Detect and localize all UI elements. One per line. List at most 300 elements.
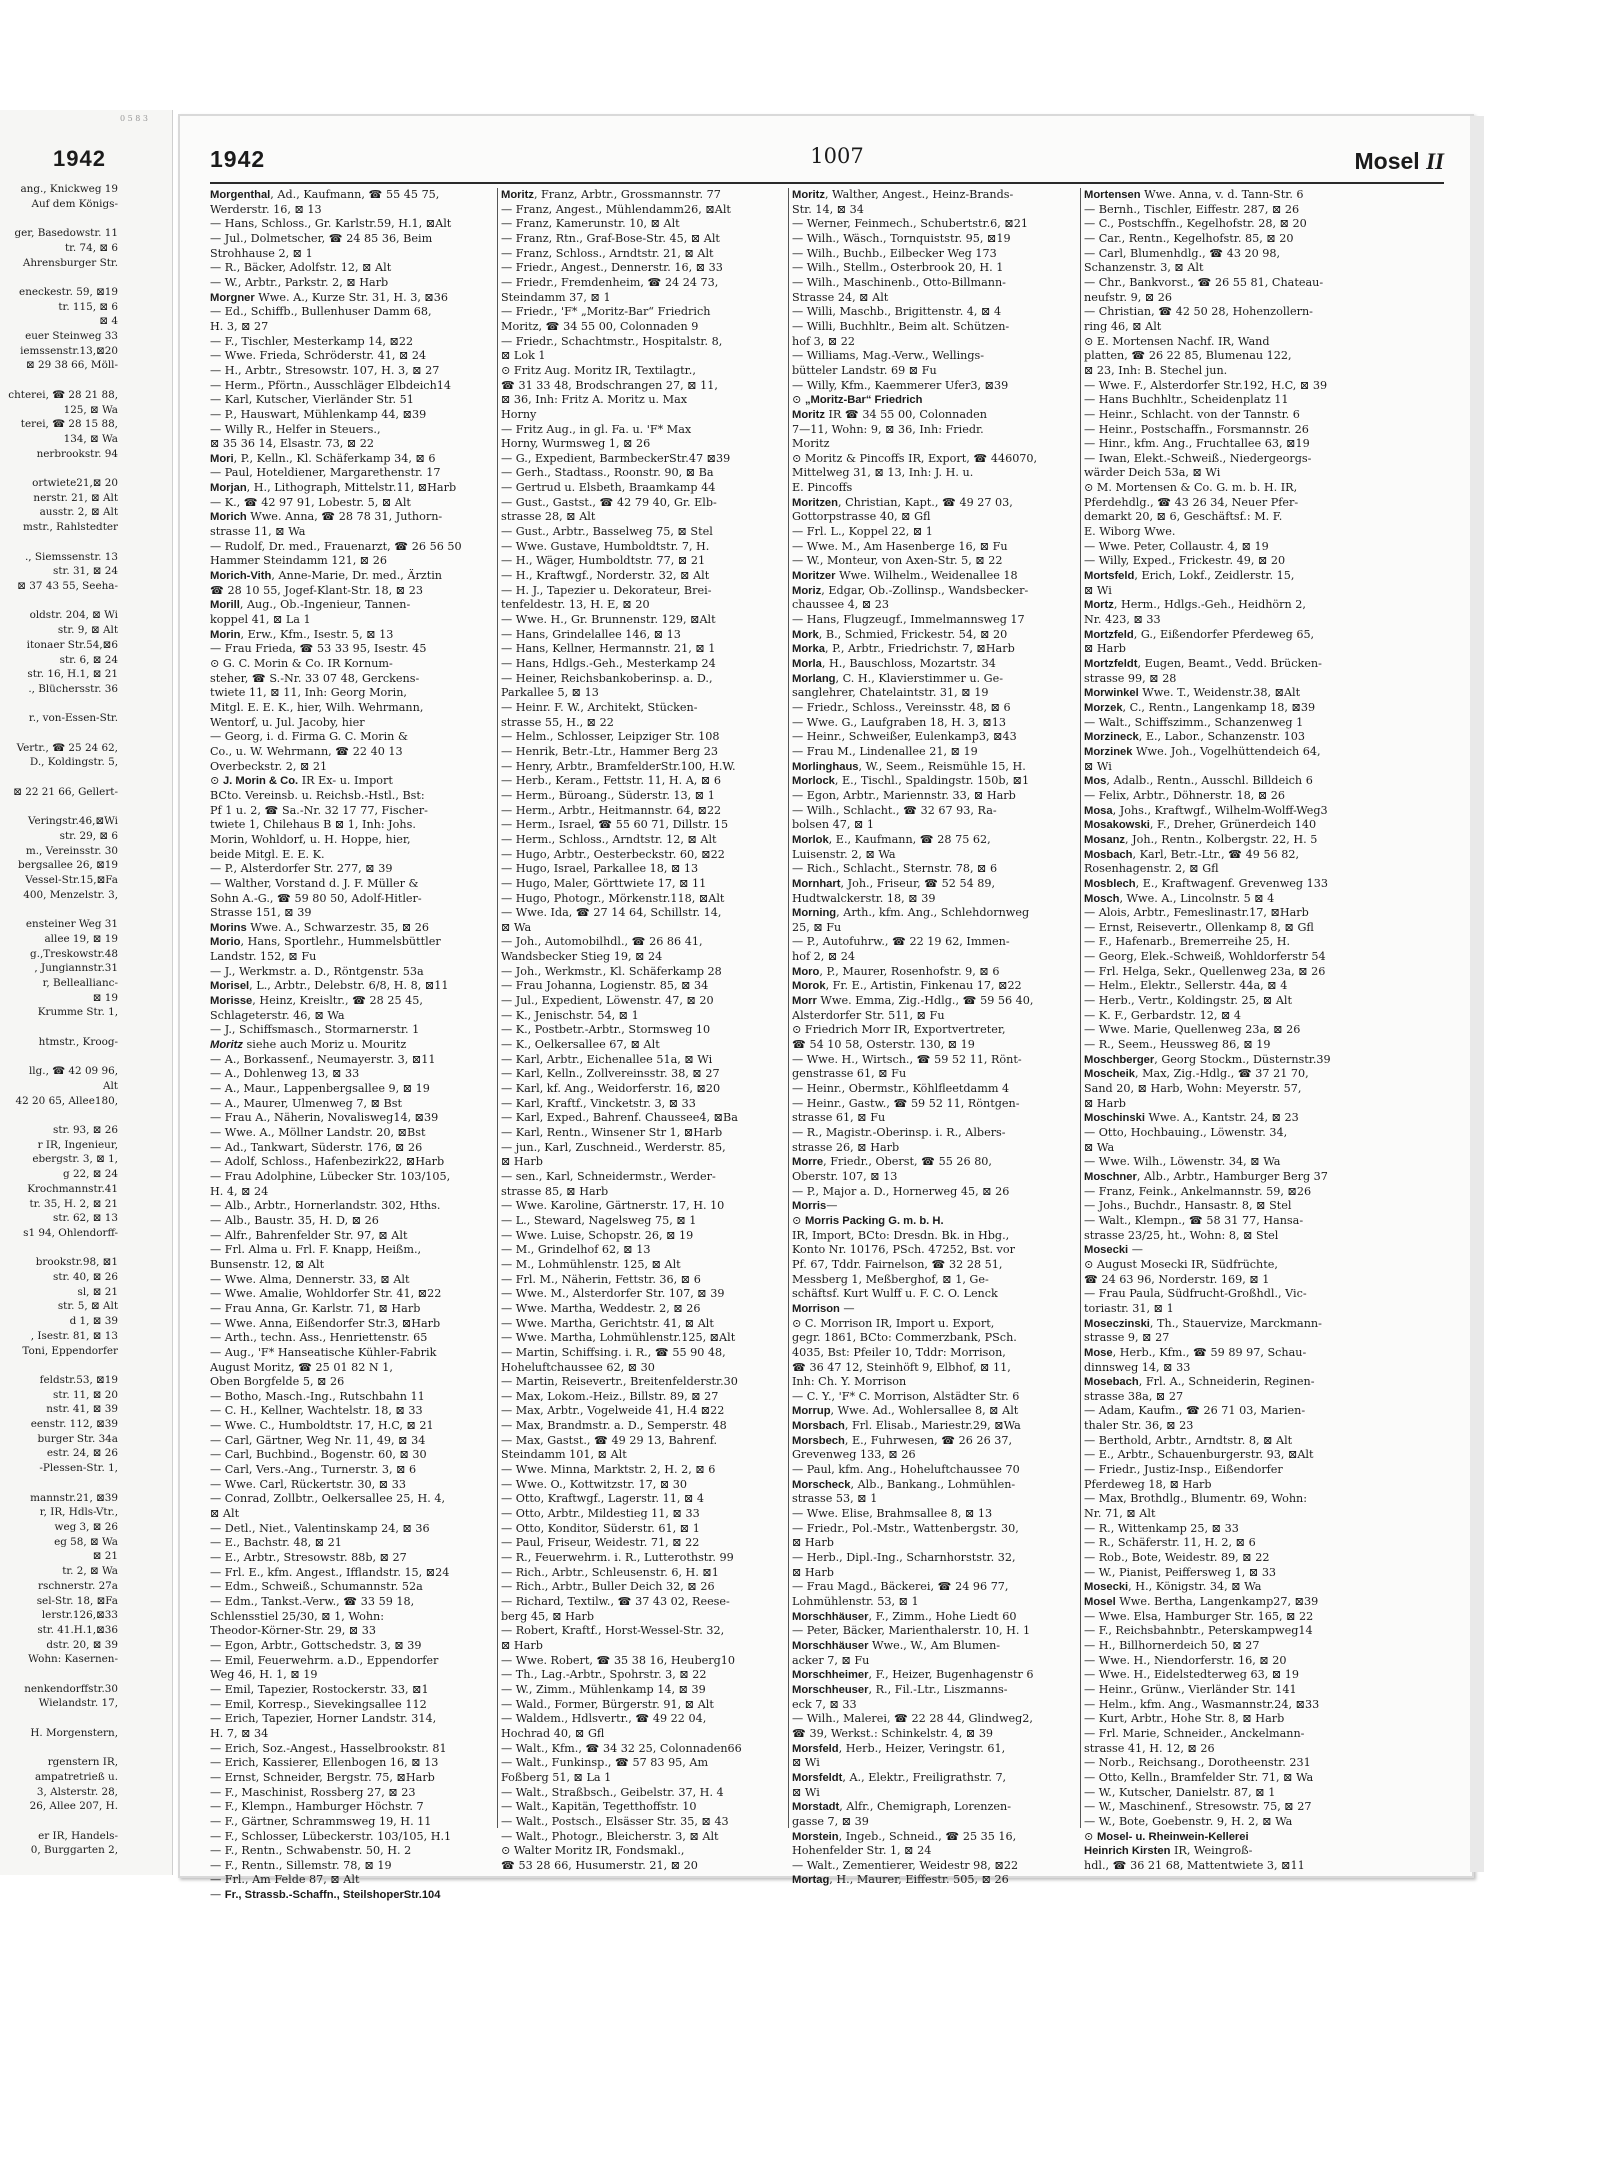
directory-entry-line: Morin, Wohldorf, u. H. Hoppe, hier, <box>210 832 411 846</box>
directory-entry-line: Morgenthal, Ad., Kaufmann, ☎ 55 45 75, <box>210 188 440 201</box>
directory-entry-line: IR, Import, BCto: Dresdn. Bk. in Hbg., <box>792 1228 1010 1242</box>
directory-entry-line: — Wwe. H., Wirtsch., ☎ 59 52 11, Rönt- <box>792 1052 1022 1066</box>
left-page-line <box>0 902 118 917</box>
directory-entry-line: Morka, P., Arbtr., Friedrichstr. 7, ⊠Harb <box>792 642 1015 656</box>
directory-entry-line: Morok, Fr. E., Artistin, Finkenau 17, ⊠22 <box>792 979 1022 993</box>
left-page-line <box>0 1711 118 1726</box>
directory-entry-line: — R., Schäferstr. 11, H. 2, ⊠ 6 <box>1084 1536 1256 1550</box>
directory-entry-line: hof 3, ⊠ 22 <box>792 334 856 348</box>
directory-entry-line: — Wwe. Anna, Eißendorfer Str.3, ⊠Harb <box>210 1316 441 1330</box>
directory-entry-line: twiete 11, ⊠ 11, Inh: Georg Morin, <box>210 686 407 700</box>
directory-entry-line: sanglehrer, Chatelaintstr. 31, ⊠ 19 <box>792 686 989 700</box>
directory-entry-line: — Friedr., Schachtmstr., Hospitalstr. 8, <box>501 334 723 348</box>
directory-entry-line: — Frl., Am Felde 87, ⊠ Alt <box>210 1873 360 1887</box>
directory-entry-line: — Carl, Vers.-Ang., Turnerstr. 3, ⊠ 6 <box>210 1463 417 1477</box>
directory-entry-line: berg 45, ⊠ Harb <box>501 1609 595 1623</box>
directory-entry-line: Steindamm 37, ⊠ 1 <box>501 290 611 304</box>
left-page-line: str. 29, ⊠ 6 <box>59 829 118 842</box>
left-page-line: str. 9, ⊠ Alt <box>57 624 118 637</box>
left-page-line <box>0 270 118 285</box>
directory-entry-line: — Egon, Arbtr., Mariennstr. 33, ⊠ Harb <box>792 788 1016 802</box>
directory-entry-line: Hammer Steindamm 121, ⊠ 26 <box>210 554 387 568</box>
directory-entry-line: — Wwe. A., Möllner Landstr. 20, ⊠Bst <box>210 1126 426 1139</box>
left-page-line: nerstr. 21, ⊠ Alt <box>33 491 118 504</box>
directory-entry-line: — Otto, Hochbauing., Löwenstr. 34, <box>1084 1126 1288 1139</box>
directory-entry-line: — Wwe. M., Alsterdorfer Str. 107, ⊠ 39 <box>501 1287 725 1301</box>
directory-entry-line: Morlok, E., Kaufmann, ☎ 28 75 62, <box>792 832 991 846</box>
directory-entry-line: strasse 23/25, ht., Wohn: 8, ⊠ Stel <box>1084 1228 1279 1242</box>
header-rule <box>210 182 1444 184</box>
directory-entry-line: Horny <box>501 407 537 421</box>
directory-entry-line: — Frau Johanna, Logienstr. 85, ⊠ 34 <box>501 979 709 993</box>
directory-entry-line: Wandsbecker Stieg 19, ⊠ 24 <box>501 950 663 964</box>
directory-entry-line: Nr. 71, ⊠ Alt <box>1084 1507 1156 1521</box>
directory-entry-line: Morschhäuser, F., Zimm., Hohe Liedt 60 <box>792 1609 1017 1623</box>
directory-entry-line: — Paul, Hoteldiener, Margarethenstr. 17 <box>210 466 441 480</box>
left-page-line: Veringstr.46,⊠Wi <box>27 815 118 828</box>
directory-entry-line: Sand 20, ⊠ Harb, Wohn: Meyerstr. 57, <box>1084 1082 1302 1096</box>
directory-entry-line: — Bernh., Tischler, Eiffestr. 287, ⊠ 26 <box>1084 202 1300 216</box>
directory-entry-line: Sohn A.-G., ☎ 59 80 50, Adolf-Hitler- <box>210 891 422 905</box>
left-page-line: feldstr.53, ⊠19 <box>39 1373 118 1386</box>
directory-entry-line: Messberg 1, Meßberghof, ⊠ 1, Ge- <box>792 1272 989 1286</box>
left-page-line: ⊠ 22 21 66, Gellert- <box>13 785 118 798</box>
directory-entry-line: Morsbach, Frl. Elisab., Mariestr.29, ⊠Wa <box>792 1419 1021 1433</box>
directory-entry-line: Mosebach, Frl. A., Schneiderin, Reginen- <box>1084 1375 1315 1389</box>
directory-entry-line: eck 7, ⊠ 33 <box>792 1697 857 1711</box>
directory-entry-line: Inh: Ch. Y. Morrison <box>792 1375 907 1389</box>
directory-entry-line: ⊙ Moritz & Pincoffs IR, Export, ☎ 446070, <box>792 451 1038 465</box>
page-title <box>1355 148 1444 175</box>
directory-entry-line: Moritz IR ☎ 34 55 00, Colonnaden <box>792 407 987 421</box>
directory-entry-line: Bunsenstr. 12, ⊠ Alt <box>210 1257 325 1271</box>
directory-entry-line: Morrison — <box>792 1301 855 1315</box>
directory-entry-line: — Wwe. H., Gr. Brunnenstr. 129, ⊠Alt <box>501 613 716 627</box>
directory-entry-line: Morzinek Wwe. Joh., Vogelhüttendeich 64, <box>1084 744 1321 758</box>
left-page-line: euer Steinweg 33 <box>25 330 118 343</box>
directory-entry-line: Mitgl. E. E. K., hier, Wilh. Wehrmann, <box>210 700 424 714</box>
left-page-line <box>0 461 118 476</box>
directory-entry-line: Moritz, Walther, Angest., Heinz-Brands- <box>792 188 1014 201</box>
directory-entry-line: — W., Zimm., Mühlenkamp 14, ⊠ 39 <box>501 1682 706 1696</box>
directory-entry-line: Steindamm 101, ⊠ Alt <box>501 1448 627 1462</box>
directory-entry-line: — Arth., techn. Ass., Henriettenstr. 65 <box>210 1331 428 1345</box>
left-page-line <box>0 1814 118 1829</box>
directory-entry-line: — Ernst, Schneider, Bergstr. 75, ⊠Harb <box>210 1770 435 1784</box>
left-page-line: brookstr.98, ⊠1 <box>35 1256 118 1269</box>
directory-entry-line: ⊙ Morris Packing G. m. b. H. <box>792 1213 944 1227</box>
directory-entry-line: — Heinr., Schweißer, Eulenkamp3, ⊠43 <box>792 730 1017 744</box>
left-page-line <box>0 373 118 388</box>
directory-entry-line: — Walt., Klempn., ☎ 58 31 77, Hansa- <box>1084 1213 1304 1227</box>
directory-entry-line: — Jul., Dolmetscher, ☎ 24 85 36, Beim <box>210 231 433 245</box>
left-page-line: ., Blüchersstr. 36 <box>28 682 118 695</box>
directory-entry-line: — Otto, Konditor, Süderstr. 61, ⊠ 1 <box>501 1521 700 1535</box>
directory-entry-line: — Wwe. Carl, Rückertstr. 30, ⊠ 33 <box>210 1477 406 1491</box>
directory-entry-line: Hoheluftchaussee 62, ⊠ 30 <box>501 1360 655 1374</box>
directory-entry-line: — Wilh., Maschinenb., Otto-Billmann- <box>792 275 1006 289</box>
directory-entry-line: — Otto, Kelln., Bramfelder Str. 71, ⊠ Wa <box>1084 1770 1314 1784</box>
directory-entry-line: — F., Schlosser, Lübeckerstr. 103/105, H.1 <box>210 1829 452 1843</box>
left-page-line: r, Belleallianc- <box>42 976 118 989</box>
directory-entry-line: ⊠ Wi <box>792 1785 820 1799</box>
directory-entry-line: Morschheimer, F., Heizer, Bugenhagenstr 6 <box>792 1668 1034 1682</box>
left-page-line: Wohn: Kasernen- <box>28 1653 118 1666</box>
directory-entry-line: platten, ☎ 26 22 85, Blumenau 122, <box>1084 349 1292 363</box>
left-page-line: allee 19, ⊠ 19 <box>44 932 118 945</box>
directory-entry-line: — Wwe. Luise, Schopstr. 26, ⊠ 19 <box>501 1228 694 1242</box>
directory-entry-line: Morjan, H., Lithograph, Mittelstr.11, ⊠Harb <box>210 481 457 495</box>
left-page-line <box>0 211 118 226</box>
directory-entry-line: — jun., Karl, Zuschneid., Werderstr. 85, <box>501 1140 726 1154</box>
directory-entry-line: — Erich, Kassierer, Ellenbogen 16, ⊠ 13 <box>210 1756 439 1770</box>
directory-entry-line: Mosbach, Karl, Betr.-Ltr., ☎ 49 56 82, <box>1084 847 1300 861</box>
directory-entry-line: — F., Rentn., Schwabenstr. 50, H. 2 <box>210 1844 412 1858</box>
directory-entry-line: — Walt., Kfm., ☎ 34 32 25, Colonnaden66 <box>501 1741 742 1755</box>
directory-entry-line: — Frl. M., Näherin, Fettstr. 36, ⊠ 6 <box>501 1272 701 1286</box>
directory-entry-line: — F., Maschinist, Rossberg 27, ⊠ 23 <box>210 1785 416 1799</box>
directory-entry-line: — Wwe. Robert, ☎ 35 38 16, Heuberg10 <box>501 1653 735 1667</box>
left-page-header: 1942 <box>53 146 106 171</box>
directory-entry-line: Mosel Wwe. Bertha, Langenkamp27, ⊠39 <box>1084 1595 1319 1608</box>
directory-entry-line: — C. H., Kellner, Wachtelstr. 18, ⊠ 33 <box>210 1404 423 1418</box>
left-page-line: ⊠ 29 38 66, Möll- <box>26 359 118 372</box>
directory-entry-line: Horny, Wurmsweg 1, ⊠ 26 <box>501 437 651 451</box>
directory-entry-line: Morlinghaus, W., Seem., Reismühle 15, H. <box>792 759 1026 773</box>
directory-entry-line: Lohmühlenstr. 53, ⊠ 1 <box>792 1595 919 1608</box>
left-page-line: 0, Burggarten 2, <box>30 1844 118 1857</box>
directory-entry-line: ⊠ 36, Inh: Fritz A. Moritz u. Max <box>501 393 688 407</box>
left-page-line: Krochmannstr.41 <box>27 1182 118 1195</box>
directory-entry-line: — J., Werkmstr. a. D., Röntgenstr. 53a <box>210 964 424 978</box>
directory-entry-line: Morning, Arth., kfm. Ang., Schlehdornweg <box>792 906 1030 920</box>
directory-entry-line: ☎ 54 10 58, Osterstr. 130, ⊠ 19 <box>792 1038 975 1052</box>
directory-entry-line: — W., Monteur, von Axen-Str. 5, ⊠ 22 <box>792 554 1003 568</box>
left-page-line: str. 31, ⊠ 24 <box>53 565 118 578</box>
directory-entry-line: — K. F., Gerbardstr. 12, ⊠ 4 <box>1084 1008 1242 1022</box>
directory-entry-line: — Peter, Bäcker, Marienthalerstr. 10, H. 1 <box>792 1624 1031 1638</box>
directory-entry-line: ⊠ 35 36 14, Elsastr. 73, ⊠ 22 <box>210 437 374 451</box>
directory-entry-line: — Herm., Schloss., Arndtstr. 12, ⊠ Alt <box>501 832 717 846</box>
directory-entry-line: — F., Klempn., Hamburger Höchstr. 7 <box>210 1800 424 1814</box>
directory-entry-line: — W., Pianist, Peiffersweg 1, ⊠ 33 <box>1084 1565 1277 1579</box>
left-page-line: tr. 2, ⊠ Wa <box>62 1565 118 1578</box>
directory-entry-line: ⊙ „Moritz-Bar“ Friedrich <box>792 393 923 407</box>
directory-entry-line: — Karl, Kutscher, Vierländer Str. 51 <box>210 393 414 407</box>
directory-entry-line: Moritzen, Christian, Kapt., ☎ 49 27 03, <box>792 495 1013 509</box>
directory-entry-line: — H., Wäger, Humboldtstr. 77, ⊠ 21 <box>501 554 706 568</box>
directory-entry-line: ⊠ Lok 1 <box>501 349 546 363</box>
directory-entry-line: Co., u. W. Wehrmann, ☎ 22 40 13 <box>210 744 403 758</box>
directory-entry-line: — C., Postschffn., Kegelhofstr. 28, ⊠ 20 <box>1084 217 1307 231</box>
directory-entry-line: — Alfr., Bahrenfelder Str. 97, ⊠ Alt <box>210 1228 408 1242</box>
directory-entry-line: — Emil, Korresp., Sievekingsallee 112 <box>210 1697 427 1711</box>
directory-entry-line: — Chr., Bankvorst., ☎ 26 55 81, Chateau- <box>1084 275 1324 289</box>
directory-entry-line: ⊙ G. C. Morin & Co. IR Kornum- <box>210 657 393 670</box>
title-name: Mosel <box>1354 148 1420 174</box>
directory-entry-line: — Frl. Helga, Sekr., Quellenweg 23a, ⊠ 26 <box>1084 964 1326 978</box>
directory-entry-line: bolsen 47, ⊠ 1 <box>792 818 874 832</box>
directory-entry-line: — Wilh., Wäsch., Tornquiststr. 95, ⊠19 <box>792 231 1011 245</box>
directory-entry-line: — Fr., Strassb.-Schaffn., SteilshoperStr.104 <box>210 1888 441 1902</box>
directory-entry-line: — K., Jenischstr. 54, ⊠ 1 <box>501 1008 639 1022</box>
directory-entry-line: — Friedr., Fremdenheim, ☎ 24 24 73, <box>501 275 719 289</box>
directory-entry-line: — Wilh., Schlacht., ☎ 32 67 93, Ra- <box>792 803 997 817</box>
directory-entry-line: ⊠ Wa <box>501 920 532 934</box>
directory-entry-line: — Friedr., 'F* „Moritz-Bar“ Friedrich <box>501 305 711 319</box>
directory-entry-line: — Kurt, Arbtr., Hohe Str. 8, ⊠ Harb <box>1084 1712 1285 1726</box>
directory-entry-line: Morstein, Ingeb., Schneid., ☎ 25 35 16, <box>792 1829 1017 1843</box>
directory-entry-line: Mos, Adalb., Rentn., Ausschl. Billdeich 6 <box>1084 774 1313 788</box>
directory-entry-line: Theodor-Körner-Str. 29, ⊠ 33 <box>210 1624 377 1638</box>
directory-entry-line: Mosa, Johs., Kraftwgf., Wilhelm-Wolff-Weg3 <box>1084 803 1328 817</box>
directory-entry-line: — Adolf, Schloss., Hafenbezirk22, ⊠Harb <box>210 1155 445 1169</box>
left-page-line: str. 41.H.1,⊠36 <box>37 1623 118 1636</box>
directory-entry-line: Moro, P., Maurer, Rosenhofstr. 9, ⊠ 6 <box>792 964 1000 978</box>
directory-entry-line: — Alb., Arbtr., Hornerlandstr. 302, Hths. <box>210 1199 441 1213</box>
left-page-line: str. 5, ⊠ Alt <box>57 1300 118 1313</box>
directory-entry-line: Morsfeldt, A., Elektr., Freiligrathstr. 7, <box>792 1770 1007 1784</box>
left-page-line: tr. 115, ⊠ 6 <box>58 300 118 313</box>
directory-entry-line: — Fritz Aug., in gl. Fa. u. 'F* Max <box>501 422 692 436</box>
directory-entry-line: — Waldem., Hdlsvertr., ☎ 49 22 04, <box>501 1712 707 1726</box>
left-page-line: er IR, Handels- <box>38 1829 118 1842</box>
directory-entry-line: — Paul, kfm. Ang., Hoheluftchaussee 70 <box>792 1463 1020 1477</box>
directory-entry-line: — Wwe. H., Niendorferstr. 16, ⊠ 20 <box>1084 1653 1287 1667</box>
left-page-line: eneckestr. 59, ⊠19 <box>19 285 118 298</box>
left-page-line: , Jungiannstr.31 <box>34 962 118 975</box>
directory-entry-line: koppel 41, ⊠ La 1 <box>210 613 311 627</box>
directory-entry-line: Mosecki, H., Königstr. 34, ⊠ Wa <box>1084 1580 1262 1594</box>
directory-entry-line: Morzineck, E., Labor., Schanzenstr. 103 <box>1084 730 1305 744</box>
directory-column-2 <box>501 188 785 1873</box>
directory-entry-line: — Willi, Maschb., Brigittenstr. 4, ⊠ 4 <box>792 305 1002 319</box>
left-page-line: 42 20 65, Allee180, <box>15 1094 118 1107</box>
directory-entry-line: — Willy, Exped., Frickestr. 49, ⊠ 20 <box>1084 554 1286 568</box>
directory-entry-line: — Heinr. F. W., Architekt, Stücken- <box>501 700 698 714</box>
left-page-line: g.,Treskowstr.48 <box>30 947 118 960</box>
directory-entry-line: Moritz <box>792 437 830 451</box>
directory-entry-line: — Max, Lokom.-Heiz., Billstr. 89, ⊠ 27 <box>501 1389 719 1403</box>
directory-entry-line: ⊙ J. Morin & Co. IR Ex- u. Import <box>210 774 393 788</box>
directory-entry-line: — Wwe. Ida, ☎ 27 14 64, Schillstr. 14, <box>501 906 722 920</box>
directory-entry-line: — Hugo, Maler, Görttwiete 17, ⊠ 11 <box>501 876 707 890</box>
page-header <box>210 146 1464 182</box>
left-page-line: estr. 24, ⊠ 26 <box>46 1447 118 1460</box>
left-page-line: str. 93, ⊠ 26 <box>53 1124 118 1136</box>
directory-entry-line: — Ed., Schiffb., Bullenhuser Damm 68, <box>210 305 432 319</box>
directory-entry-line: — W., Arbtr., Parkstr. 2, ⊠ Harb <box>210 275 389 289</box>
directory-entry-line: Pferdeweg 18, ⊠ Harb <box>1084 1477 1212 1491</box>
left-page-line <box>0 1049 118 1064</box>
directory-entry-line: — Carl, Buchbind., Bogenstr. 60, ⊠ 30 <box>210 1448 427 1462</box>
directory-entry-line: — Werner, Feinmech., Schubertstr.6, ⊠21 <box>792 217 1028 231</box>
directory-entry-line: — Frau Paula, Südfrucht-Großhdl., Vic- <box>1084 1287 1307 1301</box>
directory-entry-line: schäftsf. Kurt Wulff u. F. C. O. Lenck <box>792 1287 998 1301</box>
directory-entry-line: — Wwe. Martha, Gerichtstr. 41, ⊠ Alt <box>501 1316 714 1330</box>
directory-entry-line: Moritzer Wwe. Wilhelm., Weidenallee 18 <box>792 569 1018 583</box>
left-page-line: str. 11, ⊠ 20 <box>53 1388 118 1401</box>
directory-entry-line: Morscheck, Alb., Bankang., Lohmühlen- <box>792 1477 1016 1491</box>
directory-entry-line: strasse 28, ⊠ Alt <box>501 510 596 524</box>
directory-entry-line: — Willy R., Helfer in Steuers., <box>210 422 381 436</box>
directory-entry-line: 4035, Bst: Pfeiler 10, Tddr: Morrison, <box>792 1345 1006 1359</box>
directory-entry-line: Overbeckstr. 2, ⊠ 21 <box>210 759 328 773</box>
left-page-line: weg 3, ⊠ 26 <box>54 1520 118 1533</box>
left-page-line: ⊠ 19 <box>92 991 118 1004</box>
left-page-line: ger, Basedowstr. 11 <box>14 227 118 240</box>
left-page-line: bergsallee 26, ⊠19 <box>18 859 118 872</box>
directory-entry-line: — R., Wittenkamp 25, ⊠ 33 <box>1084 1521 1239 1535</box>
directory-entry-line: Morlock, E., Tischl., Spaldingstr. 150b, ⊠1 <box>792 774 1030 788</box>
directory-entry-line: — Botho, Masch.-Ing., Rutschbahn 11 <box>210 1389 425 1403</box>
left-page-line: Auf dem Königs- <box>31 197 118 210</box>
directory-entry-line: Mosecki — <box>1084 1243 1143 1257</box>
directory-entry-line: — Hinr., kfm. Ang., Fruchtallee 63, ⊠19 <box>1084 437 1310 451</box>
directory-entry-line: — Wwe. Elise, Brahmsallee 8, ⊠ 13 <box>792 1507 993 1521</box>
directory-entry-line: ⊙ August Mosecki IR, Südfrüchte, <box>1084 1257 1278 1271</box>
directory-entry-line: Strasse 151, ⊠ 39 <box>210 906 312 920</box>
directory-entry-line: ☎ 24 63 96, Norderstr. 169, ⊠ 1 <box>1084 1272 1270 1286</box>
directory-entry-line: ⊙ Fritz Aug. Moritz IR, Textilagtr., <box>501 363 696 377</box>
directory-entry-line: — R., Feuerwehrm. i. R., Lutterothstr. 99 <box>501 1551 734 1565</box>
directory-entry-line: — Wwe. C., Humboldtstr. 17, H.C, ⊠ 21 <box>210 1419 434 1433</box>
directory-entry-line: strasse 53, ⊠ 1 <box>792 1492 878 1506</box>
directory-entry-line: — A., Maur., Lappenbergsallee 9, ⊠ 19 <box>210 1082 430 1096</box>
left-page-line: 400, Menzelstr. 3, <box>23 888 118 901</box>
left-page-line: r IR, Ingenieur, <box>37 1138 118 1151</box>
directory-entry-line: strasse 38a, ⊠ 27 <box>1084 1389 1184 1403</box>
directory-entry-line: — Heinr., Obermstr., Köhlfleetdamm 4 <box>792 1082 1010 1096</box>
left-page-line <box>0 726 118 741</box>
directory-entry-line: — Car., Rentn., Kegelhofstr. 85, ⊠ 20 <box>1084 231 1294 245</box>
directory-entry-line: acker 7, ⊠ Fu <box>792 1653 870 1667</box>
directory-entry-line: — Heinr., Postschaffn., Forsmannstr. 26 <box>1084 422 1309 436</box>
directory-entry-line: — Wwe. Frieda, Schröderstr. 41, ⊠ 24 <box>210 349 427 363</box>
directory-entry-line: — F., Reichsbahnbtr., Peterskampweg14 <box>1084 1624 1313 1638</box>
directory-entry-line: Mork, B., Schmied, Frickestr. 54, ⊠ 20 <box>792 627 1008 641</box>
directory-entry-line: bütteler Landstr. 69 ⊠ Fu <box>792 363 937 377</box>
page-year: 1942 <box>210 146 266 172</box>
directory-entry-line: — Joh., Automobilhdl., ☎ 26 86 41, <box>501 935 703 949</box>
directory-entry-line: ⊙ C. Morrison IR, Import u. Export, <box>792 1316 995 1330</box>
directory-entry-line: ☎ 28 10 55, Jogef-Klant-Str. 18, ⊠ 23 <box>210 583 423 597</box>
directory-entry-line: ⊠ Wi <box>1084 583 1112 597</box>
directory-entry-line: Morlang, C. H., Klavierstimmer u. Ge- <box>792 671 1004 685</box>
directory-entry-line: — Karl, Kelln., Zollvereinsstr. 38, ⊠ 27 <box>501 1067 720 1081</box>
left-page-line: str. 40, ⊠ 26 <box>53 1271 118 1284</box>
left-page-line <box>0 1241 118 1256</box>
directory-entry-line: — Egon, Arbtr., Gottschedstr. 3, ⊠ 39 <box>210 1638 422 1652</box>
left-page-line: htmstr., Kroog- <box>38 1035 118 1048</box>
left-page-line <box>0 1108 118 1123</box>
directory-entry-line: — Wwe. Peter, Collaustr. 4, ⊠ 19 <box>1084 539 1269 553</box>
directory-entry-line: — Hugo, Photogr., Mörkenstr.118, ⊠Alt <box>501 891 725 905</box>
directory-entry-line: — W., Bote, Goebenstr. 9, H. 2, ⊠ Wa <box>1084 1814 1293 1828</box>
directory-entry-line: — Rich., Arbtr., Schleusenstr. 6, H. ⊠1 <box>501 1565 719 1579</box>
left-page-line: itonaer Str.54,⊠6 <box>26 638 118 651</box>
directory-entry-line: — R., Bäcker, Adolfstr. 12, ⊠ Alt <box>210 261 392 275</box>
left-page-line: oldstr. 204, ⊠ Wi <box>29 609 118 622</box>
directory-entry-line: strasse 55, H., ⊠ 22 <box>501 715 614 729</box>
directory-entry-line: steher, ☎ S.-Nr. 33 07 48, Gerckens- <box>210 671 420 685</box>
directory-entry-line: — Frl. Marie, Schneider., Anckelmann- <box>1084 1726 1305 1740</box>
directory-entry-line: — Walt., Postsch., Elsässer Str. 35, ⊠ 43 <box>501 1814 729 1828</box>
directory-entry-line: — Carl, Gärtner, Weg Nr. 11, 49, ⊠ 34 <box>210 1433 426 1447</box>
directory-entry-line: — Henry, Arbtr., BramfelderStr.100, H.W. <box>501 759 736 773</box>
directory-entry-line: Morwinkel Wwe. T., Weidenstr.38, ⊠Alt <box>1084 686 1301 700</box>
directory-entry-line: — Ad., Tankwart, Süderstr. 176, ⊠ 26 <box>210 1140 423 1154</box>
directory-entry-line: Gottorpstrasse 40, ⊠ Gfl <box>792 510 931 524</box>
directory-entry-line: — Martin, Reisevertr., Breitenfelderstr.30 <box>501 1375 738 1389</box>
directory-entry-line: — Walt., Straßbsch., Geibelstr. 37, H. 4 <box>501 1785 724 1799</box>
directory-entry-line: Konto Nr. 10176, PSch. 47252, Bst. vor <box>792 1243 1015 1257</box>
left-page-line: nerbrookstr. 94 <box>36 447 118 460</box>
directory-entry-line: — Friedr., Justiz-Insp., Eißendorfer <box>1084 1463 1283 1477</box>
directory-entry-line: ☎ 36 47 12, Steinhöft 9, Elbhof, ⊠ 11, <box>792 1360 1011 1374</box>
left-page-line: 134, ⊠ Wa <box>63 432 118 445</box>
directory-entry-line: — Conrad, Zollbtr., Oelkersallee 25, H. 4, <box>210 1492 446 1506</box>
directory-entry-line: Morstadt, Alfr., Chemigraph, Lorenzen- <box>792 1800 1012 1814</box>
left-page-line: sel-Str. 18, ⊠Fa <box>36 1594 118 1607</box>
left-page-line: ebergstr. 3, ⊠ 1, <box>32 1153 118 1166</box>
directory-entry-line: Morsfeld, Herb., Heizer, Veringstr. 61, <box>792 1741 1006 1755</box>
directory-entry-line: Hochrad 40, ⊠ Gfl <box>501 1726 605 1740</box>
directory-entry-line: — Heinr., Schlacht. von der Tannstr. 6 <box>1084 407 1300 421</box>
directory-entry-line: strasse 61, ⊠ Fu <box>792 1111 886 1125</box>
directory-entry-line: genstrasse 61, ⊠ Fu <box>792 1067 907 1081</box>
left-page-line: Vertr., ☎ 25 24 62, <box>16 741 118 754</box>
directory-entry-line: Schlensstiel 25/30, ⊠ 1, Wohn: <box>210 1609 385 1623</box>
directory-entry-line: 7—11, Wohn: 9, ⊠ 36, Inh: Friedr. <box>792 422 984 436</box>
directory-page <box>178 114 1474 1902</box>
directory-entry-line: — Frau A., Näherin, Novalisweg14, ⊠39 <box>210 1111 439 1125</box>
directory-entry-line: ⊠ Harb <box>501 1638 543 1652</box>
directory-entry-line: ☎ 31 33 48, Brodschrangen 27, ⊠ 11, <box>501 378 718 392</box>
directory-entry-line: — Hans, Flugzeugf., Immelmannsweg 17 <box>792 613 1025 627</box>
directory-entry-line: — Wwe. Elsa, Hamburger Str. 165, ⊠ 22 <box>1084 1609 1314 1623</box>
directory-entry-line: Morill, Aug., Ob.-Ingenieur, Tannen- <box>210 598 411 612</box>
directory-entry-line: Moritz, ☎ 34 55 00, Colonnaden 9 <box>501 319 699 333</box>
directory-entry-line: — C. Y., 'F* C. Morrison, Alstädter Str. 6 <box>792 1389 1020 1403</box>
directory-entry-line: — Herm., Pförtn., Ausschläger Elbdeich14 <box>210 378 452 392</box>
directory-entry-line: — Emil, Tapezier, Rostockerstr. 33, ⊠1 <box>210 1682 429 1696</box>
left-page-line: ausstr. 2, ⊠ Alt <box>39 506 118 519</box>
directory-entry-line: — Wwe. Martha, Weddestr. 2, ⊠ 26 <box>501 1301 701 1315</box>
directory-entry-line: — Emil, Feuerwehrm. a.D., Eppendorfer <box>210 1653 439 1667</box>
left-page-line: nstr. 41, ⊠ 39 <box>46 1403 118 1416</box>
left-page-line: D., Koldingstr. 5, <box>29 756 118 769</box>
directory-entry-line: Morich Wwe. Anna, ☎ 28 78 31, Juthorn- <box>210 510 443 524</box>
directory-entry-line: — A., Dohlenweg 13, ⊠ 33 <box>210 1067 360 1081</box>
directory-entry-line: — P., Autofuhrw., ☎ 22 19 62, Immen- <box>792 935 1010 949</box>
directory-entry-line: H. 3, ⊠ 27 <box>210 319 269 333</box>
left-page-line: llg., ☎ 42 09 96, <box>28 1065 118 1078</box>
left-page-line: mstr., Rahlstedter <box>23 521 118 534</box>
directory-entry-line: — F., Hafenarb., Bremerreihe 25, H. <box>1084 935 1291 949</box>
directory-entry-line: ⊙ Friedrich Morr IR, Exportvertreter, <box>792 1023 1006 1037</box>
directory-entry-line: — Heiner, Reichsbankoberinsp. a. D., <box>501 671 713 685</box>
left-page-line: sl, ⊠ 21 <box>77 1285 118 1298</box>
directory-entry-line: — Franz, Feink., Ankelmannstr. 59, ⊠26 <box>1084 1184 1312 1198</box>
directory-entry-line: hdl., ☎ 36 21 68, Mattentwiete 3, ⊠11 <box>1084 1858 1305 1872</box>
directory-entry-line: — Gerh., Stadtass., Roonstr. 90, ⊠ Ba <box>501 466 714 480</box>
directory-entry-line: — Wwe. Karoline, Gärtnerstr. 17, H. 10 <box>501 1199 725 1213</box>
directory-entry-line: Moschberger, Georg Stockm., Düsternstr.39 <box>1084 1052 1331 1066</box>
directory-entry-line: Heinrich Kirsten IR, Weingroß- <box>1084 1844 1253 1858</box>
directory-entry-line: — E., Bachstr. 48, ⊠ 21 <box>210 1536 342 1550</box>
directory-entry-line: — Willy, Kfm., Kaemmerer Ufer3, ⊠39 <box>792 378 1009 392</box>
